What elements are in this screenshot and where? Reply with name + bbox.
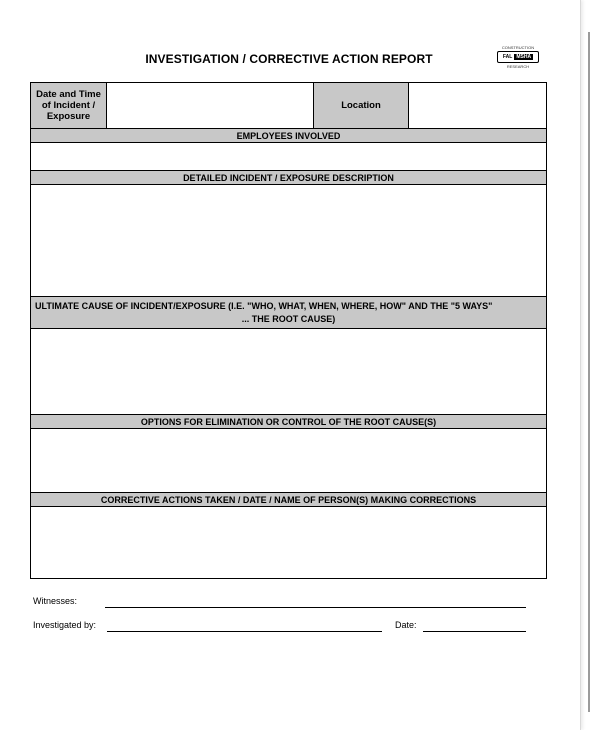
logo-top-text: CONSTRUCTION — [501, 45, 535, 50]
options-header: OPTIONS FOR ELIMINATION OR CONTROL OF THE ROOT CAUSE(S) — [31, 415, 547, 429]
description-header-row — [31, 171, 547, 185]
logo-mark — [497, 51, 539, 63]
date-line[interactable] — [423, 631, 526, 632]
logo-mark-left: FAL — [502, 54, 513, 60]
corrective-header-row — [31, 493, 547, 507]
options-header-row — [31, 415, 547, 429]
date-label: Date: — [395, 620, 417, 630]
company-logo — [495, 45, 541, 71]
date-time-label: Date and Time of Incident / Exposure — [31, 83, 107, 129]
investigated-label: Investigated by: — [33, 620, 97, 630]
witnesses-label: Witnesses: — [33, 596, 78, 606]
options-field[interactable] — [31, 429, 547, 493]
report-table — [30, 82, 547, 579]
employees-header-row — [31, 129, 547, 143]
location-label: Location — [314, 83, 409, 129]
description-field[interactable] — [31, 185, 547, 297]
location-field[interactable] — [409, 83, 547, 129]
logo-bottom-text: RESEARCH — [506, 64, 530, 69]
employees-header: EMPLOYEES INVOLVED — [31, 129, 547, 143]
employees-row — [31, 143, 547, 171]
cause-header-line2: ... THE ROOT CAUSE) — [241, 313, 336, 324]
report-form — [30, 82, 546, 579]
cause-header-line1: ULTIMATE CAUSE OF INCIDENT/EXPOSURE (I.E. "WHO, WHAT, WHEN, WHERE, HOW" AND THE "5 WAYS" — [35, 300, 493, 311]
corrective-field[interactable] — [31, 507, 547, 579]
options-row — [31, 429, 547, 493]
witnesses-line[interactable] — [105, 607, 526, 608]
report-title: INVESTIGATION / CORRECTIVE ACTION REPORT — [145, 52, 433, 66]
cause-field[interactable] — [31, 329, 547, 415]
investigated-line[interactable] — [107, 631, 382, 632]
scrollbar[interactable] — [588, 32, 590, 712]
cause-header — [31, 297, 547, 329]
description-row — [31, 185, 547, 297]
description-header: DETAILED INCIDENT / EXPOSURE DESCRIPTION — [31, 171, 547, 185]
employees-field[interactable] — [31, 143, 547, 171]
corrective-row — [31, 507, 547, 579]
cause-header-row — [31, 297, 547, 329]
logo-mark-right: MSHA — [516, 54, 532, 60]
date-time-field[interactable] — [107, 83, 314, 129]
date-location-row — [31, 83, 547, 129]
corrective-header: CORRECTIVE ACTIONS TAKEN / DATE / NAME OF PERSON(S) MAKING CORRECTIONS — [31, 493, 547, 507]
cause-row — [31, 329, 547, 415]
